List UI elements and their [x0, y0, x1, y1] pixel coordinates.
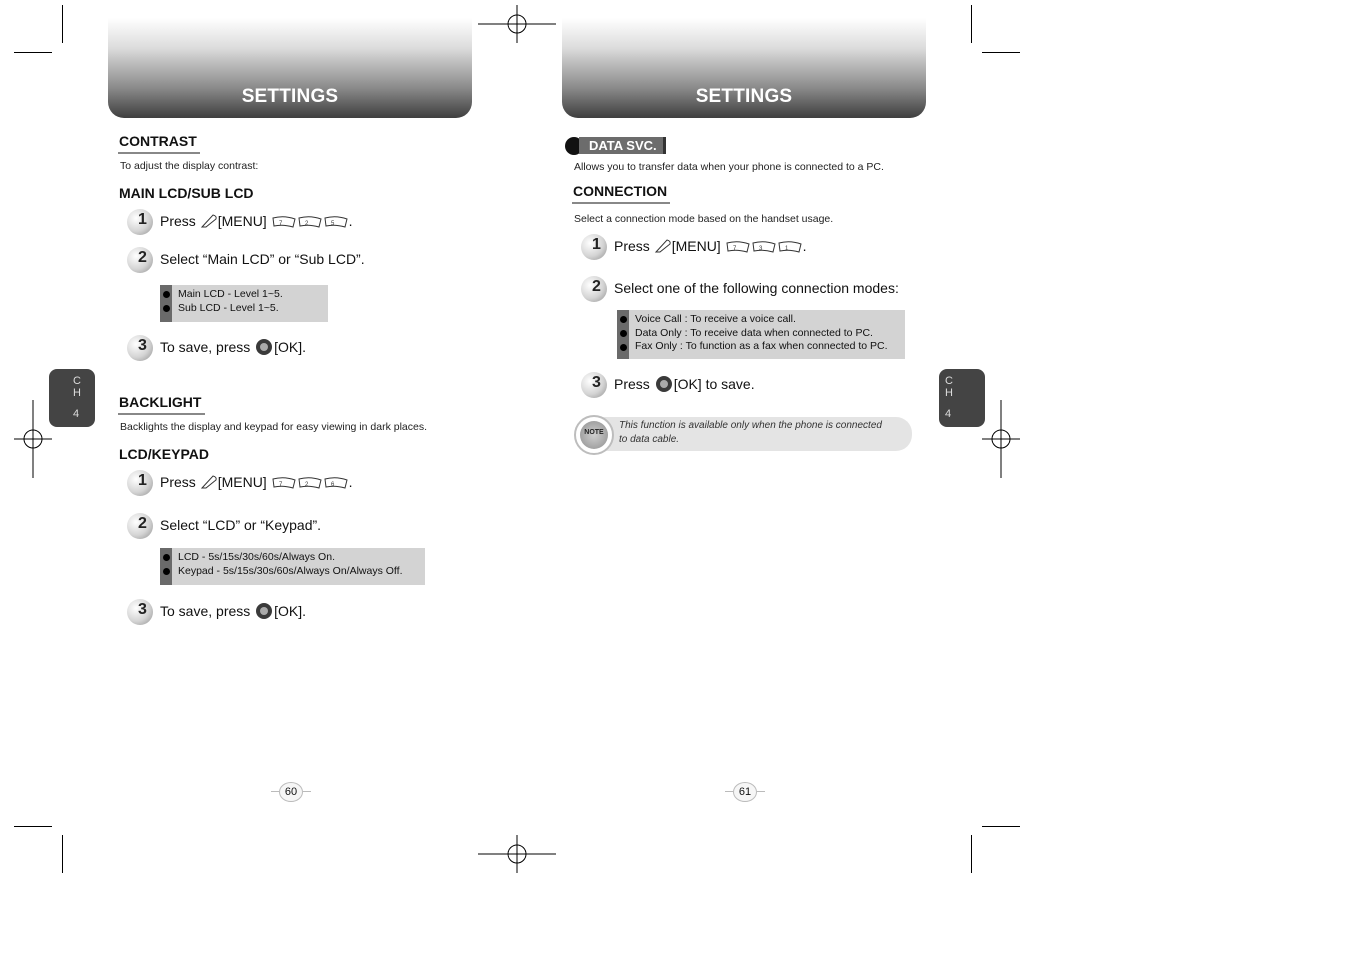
connection-options-box — [617, 310, 905, 359]
step-text — [160, 213, 352, 231]
step-prefix: Press — [614, 376, 650, 392]
step-text — [160, 474, 352, 492]
section-title-contrast — [119, 133, 197, 149]
contrast-step-1 — [127, 209, 457, 237]
step-number: 3 — [592, 374, 601, 391]
ok-label: [OK]. — [274, 603, 307, 619]
page-number: 61 — [733, 782, 757, 802]
note-box — [576, 417, 912, 451]
contrast-step-3 — [127, 335, 457, 363]
page-title: SETTINGS — [241, 86, 339, 107]
crop-mark — [62, 5, 63, 43]
svg-text:7: 7 — [732, 246, 736, 252]
bullet-icon — [163, 568, 170, 575]
chapter-tab-c: C — [73, 375, 81, 387]
crop-mark — [14, 826, 52, 827]
svg-text:1: 1 — [784, 246, 788, 252]
crop-mark — [971, 835, 972, 873]
section-title-backlight — [119, 394, 201, 410]
svg-text:7: 7 — [278, 482, 282, 488]
svg-text:2: 2 — [304, 482, 308, 488]
right-page-header — [562, 18, 926, 118]
step-prefix: Press — [160, 474, 196, 490]
note-line: This function is available only when the phone is connected — [619, 420, 882, 431]
svg-text:5: 5 — [330, 221, 334, 227]
section-title-text: BACKLIGHT — [119, 394, 202, 410]
menu-key-icon — [200, 475, 218, 489]
chapter-tab — [49, 369, 95, 427]
option-line: Keypad - 5s/15s/30s/60s/Always On/Always Off. — [178, 565, 403, 577]
svg-text:3: 3 — [758, 246, 762, 252]
note-icon-label: NOTE — [584, 429, 604, 436]
step-text — [160, 339, 306, 355]
svg-text:2: 2 — [304, 221, 308, 227]
keypad-keys-icon — [725, 240, 803, 256]
step-number: 1 — [138, 472, 147, 489]
option-line: Fax Only : To function as a fax when connected to PC. — [635, 340, 888, 352]
section-title-text: CONTRAST — [119, 133, 197, 149]
backlight-step-3 — [127, 599, 457, 627]
page-title: SETTINGS — [695, 86, 793, 107]
step-number: 1 — [138, 211, 147, 228]
note-icon — [574, 415, 614, 455]
connection-step-2 — [581, 276, 921, 304]
step-number: 3 — [138, 337, 147, 354]
backlight-options-box — [160, 548, 425, 585]
step-number: 2 — [138, 249, 147, 266]
contrast-step-2 — [127, 247, 457, 275]
data-svc-description: Allows you to transfer data when your phone is connected to a PC. — [574, 161, 884, 173]
chapter-tab-number: 4 — [945, 408, 952, 420]
registration-mark-icon — [14, 400, 52, 478]
keypad-keys-icon — [271, 215, 349, 231]
section-underline — [118, 152, 200, 154]
connection-step-1 — [581, 234, 921, 262]
option-line: Data Only : To receive data when connected to PC. — [635, 327, 873, 339]
ok-label: [OK] to save. — [673, 376, 755, 392]
bullet-icon — [163, 305, 170, 312]
backlight-step-2 — [127, 513, 457, 541]
step-text: Select “LCD” or “Keypad”. — [160, 517, 322, 533]
menu-label: [MENU] — [671, 238, 721, 254]
option-line: LCD - 5s/15s/30s/60s/Always On. — [178, 551, 335, 563]
chapter-tab-number: 4 — [73, 408, 80, 420]
step-suffix: . — [348, 213, 353, 229]
step-number: 2 — [592, 278, 601, 295]
bullet-icon — [620, 344, 627, 351]
subsection-title-lcd-keypad: LCD/KEYPAD — [119, 446, 209, 462]
left-page-header — [108, 18, 472, 118]
step-text: Select one of the following connection modes: — [614, 280, 899, 296]
menu-key-icon — [654, 239, 672, 253]
step-text — [160, 603, 306, 619]
option-line: Sub LCD - Level 1~5. — [178, 302, 279, 314]
crop-mark — [982, 826, 1020, 827]
chapter-tab-h: H — [945, 387, 953, 399]
step-suffix: . — [348, 474, 353, 490]
menu-label: [MENU] — [217, 474, 267, 490]
page-number: 60 — [279, 782, 303, 802]
option-line: Main LCD - Level 1~5. — [178, 288, 283, 300]
svg-text:7: 7 — [278, 221, 282, 227]
bullet-icon — [163, 554, 170, 561]
step-text — [614, 376, 755, 392]
crop-mark — [14, 52, 52, 53]
backlight-description: Backlights the display and keypad for easy viewing in dark places. — [120, 421, 428, 433]
ok-label: [OK]. — [274, 339, 307, 355]
section-title-connection — [573, 183, 667, 199]
menu-label: [MENU] — [217, 213, 267, 229]
step-prefix: Press — [614, 238, 650, 254]
crop-mark — [971, 5, 972, 43]
registration-mark-icon — [478, 835, 556, 873]
menu-key-icon — [200, 214, 218, 228]
option-line: Voice Call : To receive a voice call. — [635, 313, 796, 325]
chapter-tab-h: H — [73, 387, 81, 399]
bullet-icon — [620, 330, 627, 337]
crop-mark — [62, 835, 63, 873]
step-text — [614, 238, 806, 256]
crop-mark — [982, 52, 1020, 53]
ok-key-icon — [256, 339, 272, 355]
contrast-description: To adjust the display contrast: — [120, 160, 259, 172]
registration-mark-icon — [982, 400, 1020, 478]
keypad-keys-icon — [271, 476, 349, 492]
step-text: Select “Main LCD” or “Sub LCD”. — [160, 251, 365, 267]
note-line: to data cable. — [619, 434, 680, 445]
bullet-icon — [163, 291, 170, 298]
subsection-title-main-sub-lcd: MAIN LCD/SUB LCD — [119, 185, 254, 201]
step-number: 3 — [138, 601, 147, 618]
section-underline — [572, 202, 670, 204]
step-prefix: To save, press — [160, 339, 251, 355]
step-number: 1 — [592, 236, 601, 253]
backlight-step-1 — [127, 470, 457, 498]
chapter-tab — [939, 369, 985, 427]
bullet-icon — [620, 316, 627, 323]
section-underline — [118, 413, 205, 415]
data-svc-label-text: DATA SVC. — [579, 137, 666, 154]
step-prefix: Press — [160, 213, 196, 229]
connection-step-3 — [581, 372, 921, 400]
step-number: 2 — [138, 515, 147, 532]
contrast-options-box — [160, 285, 328, 322]
ok-key-icon — [656, 376, 672, 392]
connection-description: Select a connection mode based on the handset usage. — [574, 213, 834, 225]
section-title-text: CONNECTION — [573, 183, 668, 199]
ok-key-icon — [256, 603, 272, 619]
registration-mark-icon — [478, 5, 556, 43]
step-suffix: . — [802, 238, 807, 254]
svg-text:6: 6 — [330, 482, 334, 488]
step-prefix: To save, press — [160, 603, 251, 619]
chapter-tab-c: C — [945, 375, 953, 387]
